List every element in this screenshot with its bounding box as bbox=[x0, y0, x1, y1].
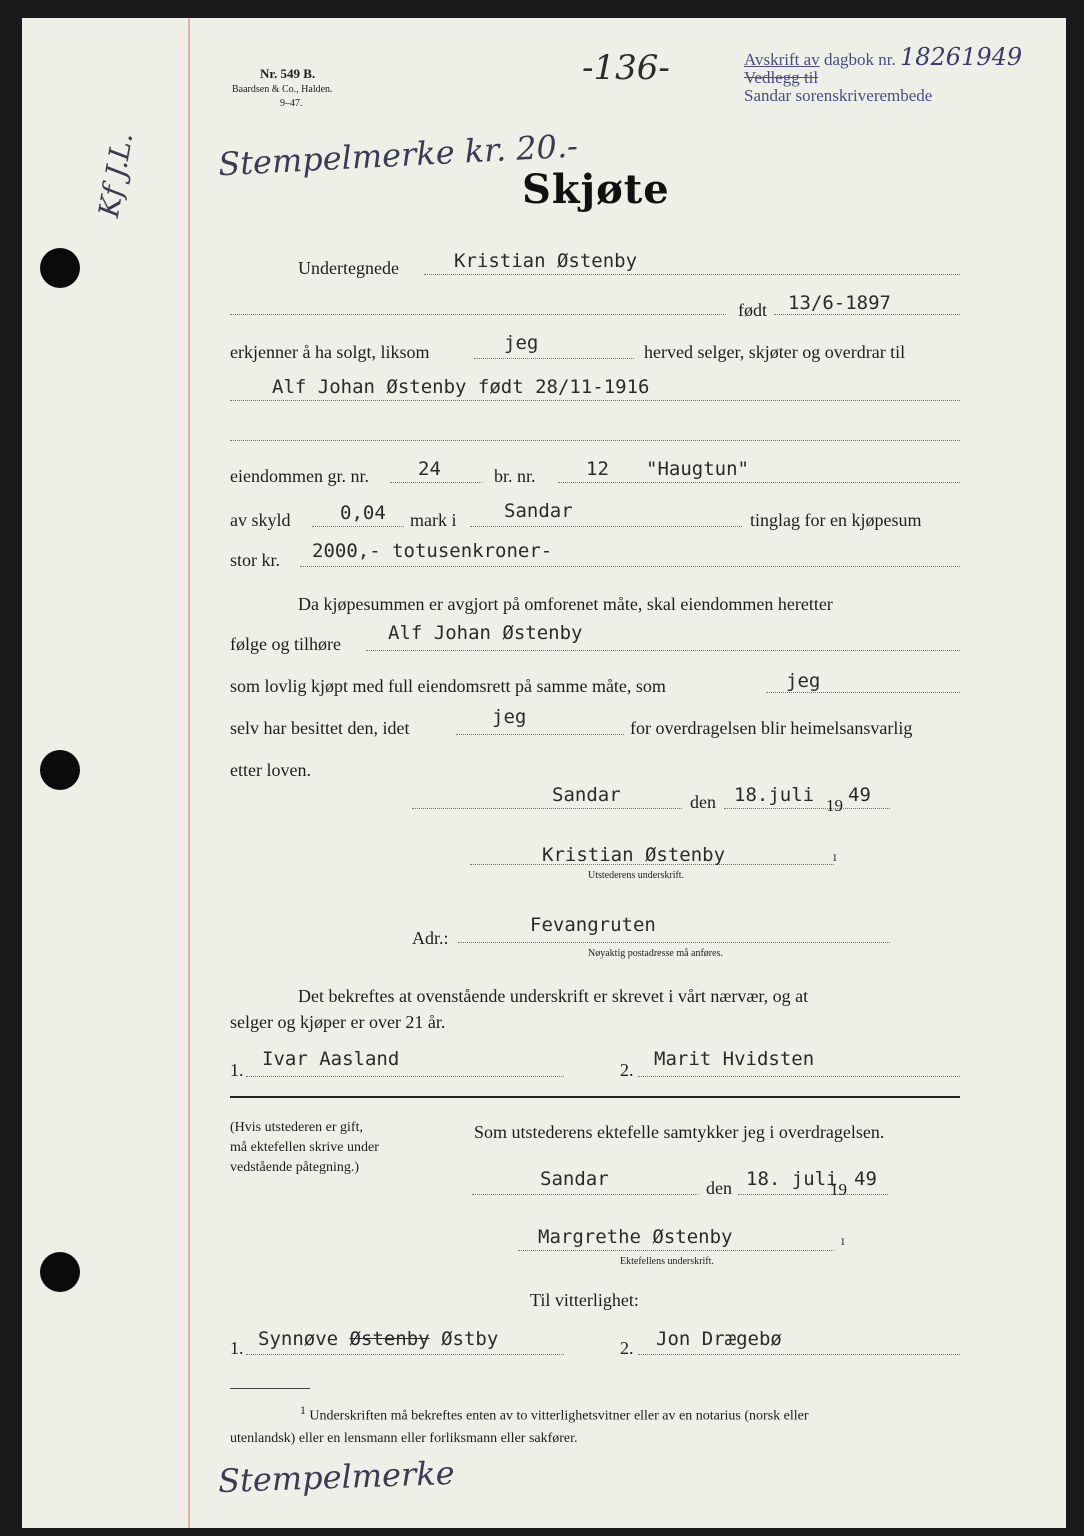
dotted-line bbox=[230, 440, 960, 441]
punch-hole bbox=[40, 248, 80, 288]
spouse-year-suffix: 49 bbox=[854, 1168, 877, 1190]
dotted-line bbox=[300, 566, 960, 567]
attest-1-number: 1. bbox=[230, 1338, 244, 1358]
dotted-line bbox=[390, 482, 482, 483]
year-prefix: 19 bbox=[826, 796, 843, 815]
skyld-value: 0,04 bbox=[340, 502, 386, 524]
spouse-note bbox=[230, 1118, 379, 1178]
dotted-line bbox=[412, 808, 682, 809]
kjoper-value: Alf Johan Østenby født 28/11-1916 bbox=[272, 376, 650, 398]
spouse-signing-date: 18. juli bbox=[746, 1168, 838, 1190]
dotted-line bbox=[724, 808, 890, 809]
undertegnede-label: Undertegnede bbox=[298, 258, 399, 278]
seller-signature-caption: Utstederens underskrift. bbox=[588, 870, 685, 881]
attest-1-surname: Østby bbox=[441, 1328, 499, 1350]
witness-text-line1: Det bekreftes at ovenstående underskrift er skrevet i vårt nærvær, og at bbox=[298, 986, 809, 1006]
lovlig-label: som lovlig kjøpt med full eiendomsrett på samme måte, som bbox=[230, 676, 666, 696]
spouse-den-label: den bbox=[706, 1178, 732, 1198]
fodt-value: 13/6-1897 bbox=[788, 292, 891, 314]
dotted-line bbox=[456, 734, 624, 735]
page-number: -136- bbox=[582, 48, 670, 88]
selv-label: selv har besittet den, idet bbox=[230, 718, 410, 738]
footnote-line2: utenlandsk) eller en lensmann eller forliksmann eller sakfører. bbox=[230, 1430, 578, 1446]
witness-2-number: 2. bbox=[620, 1060, 634, 1080]
spouse-signature-caption: Ektefellens underskrift. bbox=[620, 1256, 714, 1267]
dotted-line bbox=[230, 314, 726, 315]
spouse-signature: Margrethe Østenby bbox=[538, 1226, 733, 1248]
punch-hole bbox=[40, 750, 80, 790]
stor-kr-label: stor kr. bbox=[230, 550, 281, 570]
spouse-signing-place: Sandar bbox=[540, 1168, 609, 1190]
dotted-line bbox=[738, 1194, 888, 1195]
document-title: Skjøte bbox=[522, 166, 670, 213]
fodt-label: født bbox=[738, 300, 767, 320]
sted-value: Sandar bbox=[504, 500, 573, 522]
tinglag-label: tinglag for en kjøpesum bbox=[750, 510, 922, 530]
punch-hole bbox=[40, 1252, 80, 1292]
mark-label: mark i bbox=[410, 510, 457, 530]
witness-text-line2: selger og kjøper er over 21 år. bbox=[230, 1012, 446, 1032]
dotted-line bbox=[774, 314, 960, 315]
footnote-rule bbox=[230, 1388, 310, 1389]
form-number: Nr. 549 B. bbox=[260, 66, 316, 81]
dotted-line bbox=[638, 1354, 960, 1355]
address-value: Fevangruten bbox=[530, 914, 656, 936]
footnote-mark: 1 bbox=[832, 852, 838, 864]
dotted-line bbox=[518, 1250, 834, 1251]
witness-1-number: 1. bbox=[230, 1060, 244, 1080]
br-nr-label: br. nr. bbox=[494, 466, 536, 486]
dotted-line bbox=[470, 526, 742, 527]
selv-value: jeg bbox=[492, 706, 527, 728]
section-divider bbox=[230, 1096, 960, 1098]
stamp-struck-text: Avskrift av bbox=[744, 50, 820, 69]
spouse-year-prefix: 19 bbox=[830, 1180, 847, 1199]
stamp-office: Sandar sorenskriverembede bbox=[744, 86, 933, 105]
dotted-line bbox=[458, 942, 890, 943]
herved-label: herved selger, skjøter og overdrar til bbox=[644, 342, 906, 362]
folge-value: Alf Johan Østenby bbox=[388, 622, 583, 644]
year-suffix: 49 bbox=[848, 784, 871, 806]
dotted-line bbox=[766, 692, 960, 693]
spouse-note-line2: må ektefellen skrive under bbox=[230, 1140, 379, 1155]
dagbok-year: 1949 bbox=[961, 43, 1023, 71]
spouse-consent-text: Som utstederens ektefelle samtykker jeg i overdragelsen. bbox=[474, 1122, 885, 1142]
dotted-line bbox=[472, 1194, 698, 1195]
attest-1-signature bbox=[258, 1328, 498, 1350]
lovlig-value: jeg bbox=[786, 670, 821, 692]
spouse-note-line3: vedstående påtegning.) bbox=[230, 1160, 360, 1175]
dotted-line bbox=[638, 1076, 960, 1077]
signing-place: Sandar bbox=[552, 784, 621, 806]
stamp-fee-handwriting: Stempelmerke kr. 20.- bbox=[217, 126, 579, 184]
kjopesum-value: 2000,- totusenkroner- bbox=[312, 540, 553, 562]
til-vitterlighet: Til vitterlighet: bbox=[530, 1290, 639, 1310]
dotted-line bbox=[246, 1076, 564, 1077]
folge-label: følge og tilhøre bbox=[230, 634, 341, 654]
dotted-line bbox=[312, 526, 404, 527]
witness-2-signature: Marit Hvidsten bbox=[654, 1048, 815, 1070]
br-nr-value: 12 bbox=[586, 458, 609, 480]
liksom-value: jeg bbox=[504, 332, 539, 354]
attest-1-firstname: Synnøve bbox=[258, 1328, 339, 1350]
dotted-line bbox=[424, 274, 960, 275]
skyld-label: av skyld bbox=[230, 510, 291, 530]
signing-date: 18.juli bbox=[734, 784, 815, 806]
document-page bbox=[22, 18, 1066, 1528]
attest-1-struck: Østenby bbox=[349, 1328, 430, 1350]
footnote-line1: Underskriften må bekreftes enten av to vitterlighetsvitner eller av en notarius (norsk eller bbox=[309, 1408, 809, 1424]
adr-label: Adr.: bbox=[412, 928, 449, 948]
property-name: "Haugtun" bbox=[646, 458, 749, 480]
margin-rule bbox=[188, 18, 190, 1528]
witness-1-signature: Ivar Aasland bbox=[262, 1048, 400, 1070]
gr-nr-value: 24 bbox=[418, 458, 441, 480]
erkjenner-label: erkjenner å ha solgt, liksom bbox=[230, 342, 430, 362]
undertegnede-value: Kristian Østenby bbox=[454, 250, 638, 272]
dotted-line bbox=[230, 400, 960, 401]
attest-2-signature: Jon Drægebø bbox=[656, 1328, 782, 1350]
margin-initials: Kf J.L. bbox=[92, 129, 140, 220]
attest-2-number: 2. bbox=[620, 1338, 634, 1358]
heimel-label: for overdragelsen blir heimelsansvarlig bbox=[630, 718, 913, 738]
seller-signature: Kristian Østenby bbox=[542, 844, 726, 866]
bottom-handwriting: Stempelmerke bbox=[217, 1453, 456, 1501]
eiendommen-label: eiendommen gr. nr. bbox=[230, 466, 369, 486]
form-date: 9–47. bbox=[280, 98, 303, 109]
registration-stamp bbox=[744, 43, 1023, 105]
paragraph-heretter: Da kjøpesummen er avgjort på omforenet måte, skal eiendommen heretter bbox=[298, 594, 833, 614]
form-printer: Baardsen & Co., Halden. bbox=[232, 84, 333, 95]
spouse-footnote-mark: 1 bbox=[840, 1236, 846, 1248]
dotted-line bbox=[474, 358, 634, 359]
footnote bbox=[230, 1400, 808, 1450]
spouse-note-line1: (Hvis utstederen er gift, bbox=[230, 1120, 363, 1135]
address-caption: Nøyaktig postadresse må anføres. bbox=[588, 948, 723, 959]
etter-loven: etter loven. bbox=[230, 760, 311, 780]
stamp-struck-text-2: Vedlegg til bbox=[744, 68, 819, 87]
den-label: den bbox=[690, 792, 716, 812]
dagbok-number: 1826 bbox=[899, 43, 962, 71]
footnote-mark: 1 bbox=[300, 1404, 306, 1417]
stamp-dagbok-label: dagbok nr. bbox=[823, 50, 896, 69]
dotted-line bbox=[366, 650, 960, 651]
dotted-line bbox=[246, 1354, 564, 1355]
dotted-line bbox=[558, 482, 960, 483]
